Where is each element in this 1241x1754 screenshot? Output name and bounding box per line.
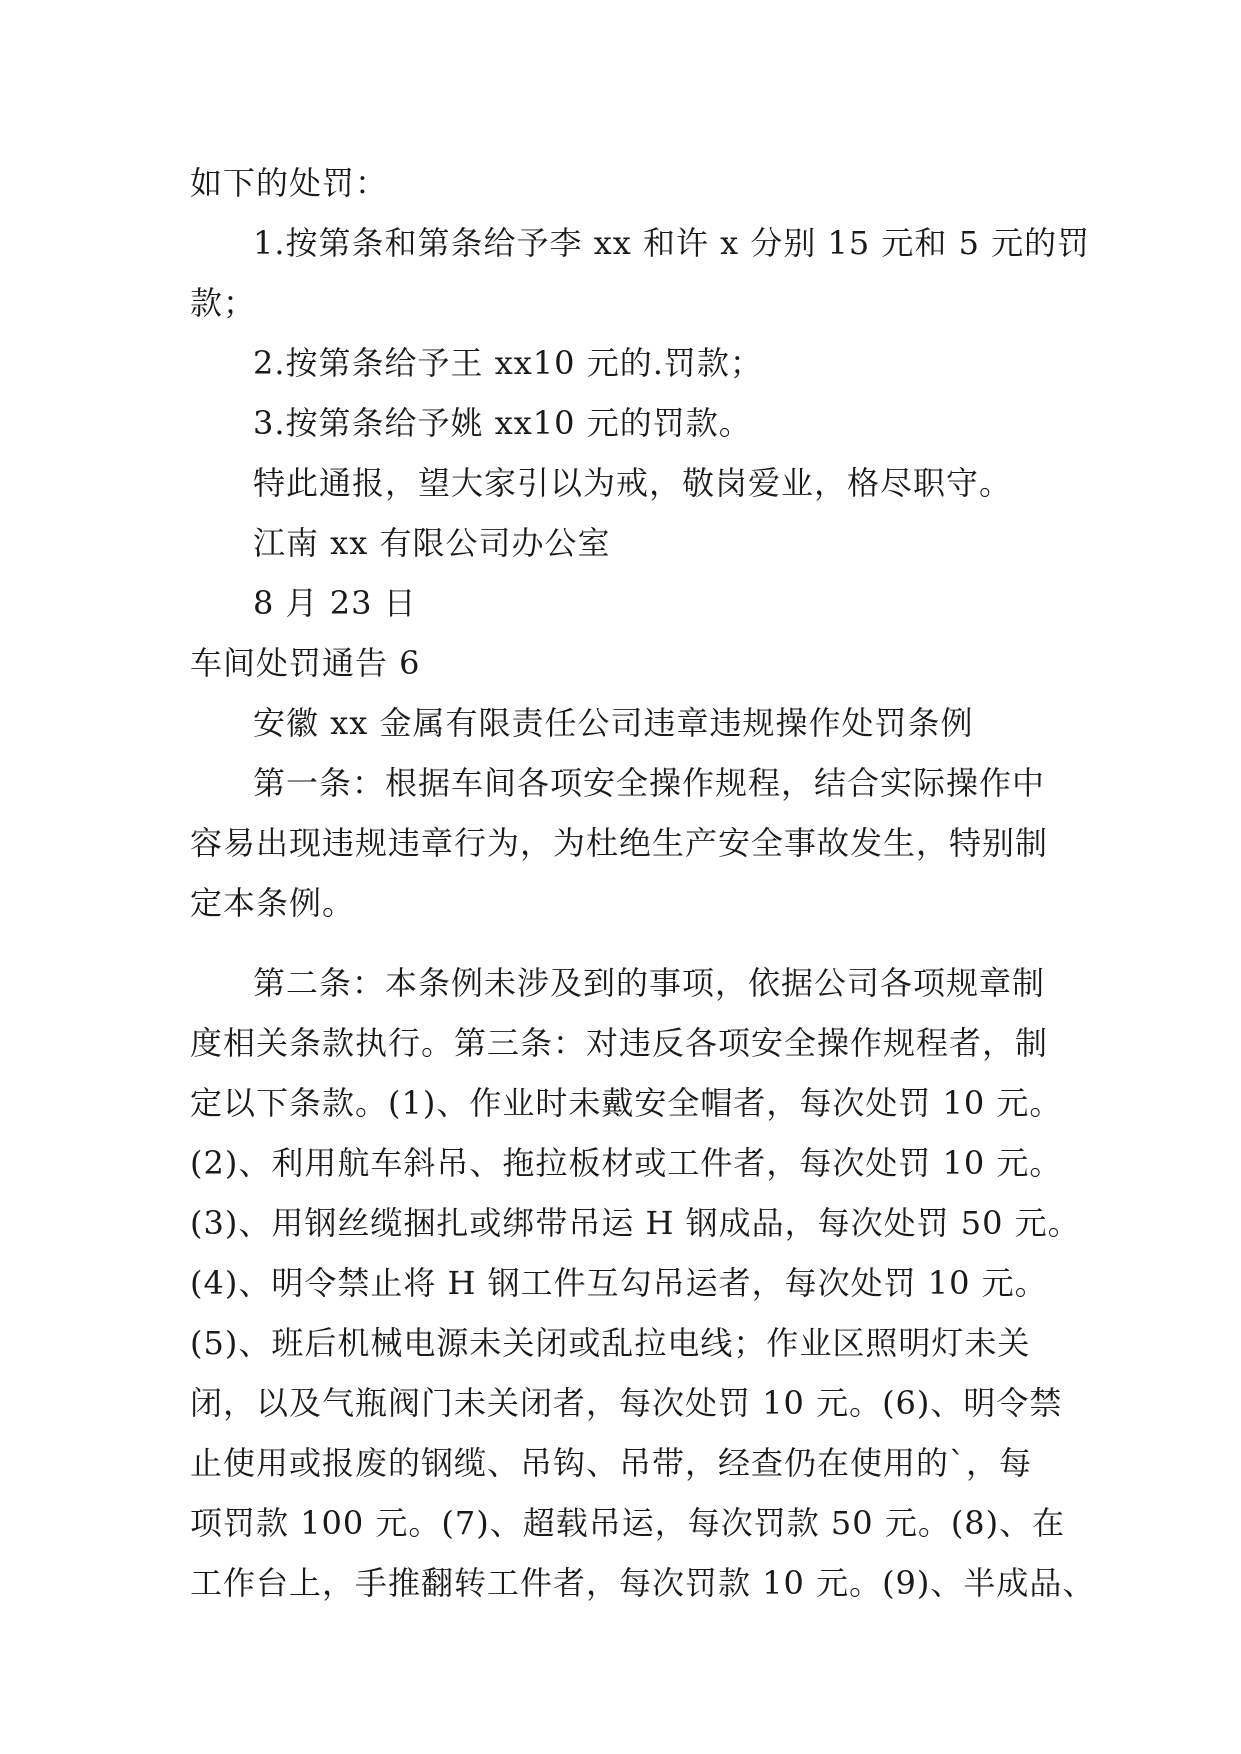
text-line: 容易出现违规违章行为，为杜绝生产安全事故发生，特别制: [190, 824, 1049, 862]
text-line: 止使用或报废的钢缆、吊钩、吊带，经查仍在使用的`，每: [190, 1444, 1033, 1482]
text-line: 闭，以及气瓶阀门未关闭者，每次处罚 10 元。(6)、明令禁: [190, 1384, 1063, 1422]
text-line: 第一条：根据车间各项安全操作规程，结合实际操作中: [253, 764, 1046, 802]
text-line: 工作台上，手推翻转工件者，每次罚款 10 元。(9)、半成品、: [190, 1564, 1096, 1602]
text-line: 3.按第条给予姚 xx10 元的罚款。: [253, 404, 752, 442]
text-line: (5)、班后机械电源未关闭或乱拉电线；作业区照明灯未关: [190, 1324, 1031, 1362]
text-line: 1.按第条和第条给予李 xx 和许 x 分别 15 元和 5 元的罚: [253, 224, 1091, 262]
text-line: 特此通报，望大家引以为戒，敬岗爱业，格尽职守。: [253, 464, 1013, 502]
section-heading: 车间处罚通告 6: [190, 644, 421, 682]
text-line: 8 月 23 日: [253, 584, 417, 622]
text-line: 安徽 xx 金属有限责任公司违章违规操作处罚条例: [253, 704, 974, 742]
text-line: 项罚款 100 元。(7)、超载吊运，每次罚款 50 元。(8)、在: [190, 1504, 1066, 1542]
text-line: 度相关条款执行。第三条：对违反各项安全操作规程者，制: [190, 1024, 1049, 1062]
text-line: 款；: [190, 284, 257, 322]
text-line: 江南 xx 有限公司办公室: [253, 524, 611, 562]
text-line: 2.按第条给予王 xx10 元的.罚款；: [253, 344, 763, 382]
text-line: (3)、用钢丝缆捆扎或绑带吊运 H 钢成品，每次处罚 50 元。: [190, 1204, 1081, 1242]
text-line: 定本条例。: [190, 884, 356, 922]
text-line: 定以下条款。(1)、作业时未戴安全帽者，每次处罚 10 元。: [190, 1084, 1063, 1122]
text-line: (2)、利用航车斜吊、拖拉板材或工件者，每次处罚 10 元。: [190, 1144, 1063, 1182]
text-line: 第二条：本条例未涉及到的事项，依据公司各项规章制: [253, 964, 1046, 1002]
text-line: 如下的处罚：: [190, 164, 389, 202]
text-line: (4)、明令禁止将 H 钢工件互勾吊运者，每次处罚 10 元。: [190, 1264, 1048, 1302]
